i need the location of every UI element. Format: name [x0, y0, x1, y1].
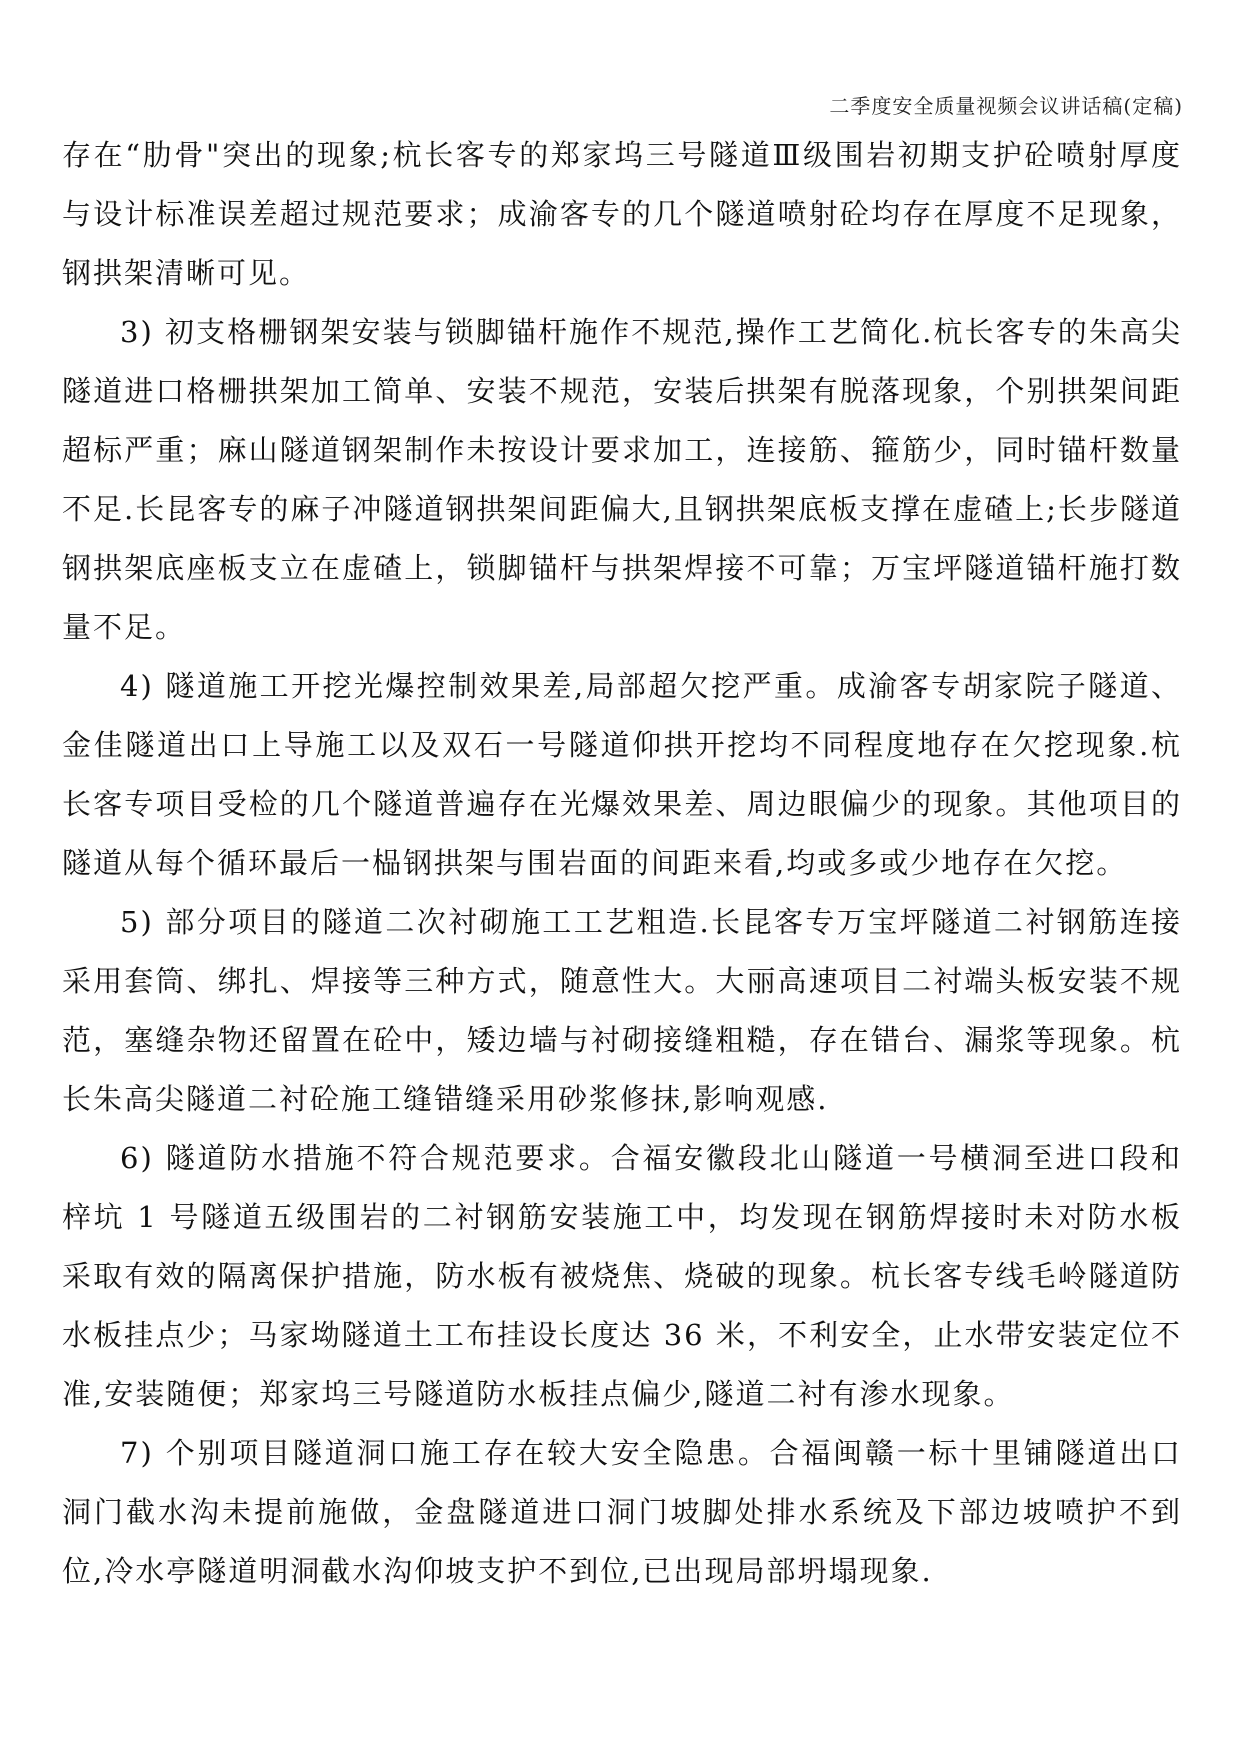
paragraph-item-3: 3) 初支格栅钢架安装与锁脚锚杆施作不规范,操作工艺简化.杭长客专的朱高尖隧道进口格栅拱架加工简单、安装不规范，安装后拱架有脱落现象，个别拱架间距超标严重；麻山隧道钢架制作未按设计要求加工，连接筋、箍筋少，同时锚杆数量不足.长昆客专的麻子冲隧道钢拱架间距偏大,且钢拱架底板支撑在虚碴上;长步隧道钢拱架底座板支立在虚碴上，锁脚锚杆与拱架焊接不可靠；万宝坪隧道锚杆施打数量不足。 [62, 315, 1182, 644]
paragraph-item-5: 5) 部分项目的隧道二次衬砌施工工艺粗造.长昆客专万宝坪隧道二衬钢筋连接采用套筒、绑扎、焊接等三种方式，随意性大。大丽高速项目二衬端头板安装不规范，塞缝杂物还留置在砼中，矮边墙与衬砌接缝粗糙，存在错台、漏浆等现象。杭长朱高尖隧道二衬砼施工缝错缝采用砂浆修抹,影响观感. [62, 905, 1182, 1116]
document-body [62, 126, 1182, 1601]
running-header-title: 二季度安全质量视频会议讲话稿(定稿) [829, 94, 1183, 118]
paragraph-item-7: 7) 个别项目隧道洞口施工存在较大安全隐患。合福闽赣一标十里铺隧道出口洞门截水沟未提前施做，金盘隧道进口洞门坡脚处排水系统及下部边坡喷护不到位,冷水亭隧道明洞截水沟仰坡支护不到位,已出现局部坍塌现象. [62, 1436, 1182, 1588]
paragraph-continued: 存在“肋骨"突出的现象;杭长客专的郑家坞三号隧道Ⅲ级围岩初期支护砼喷射厚度与设计标准误差超过规范要求；成渝客专的几个隧道喷射砼均存在厚度不足现象，钢拱架清晰可见。 [62, 138, 1182, 290]
paragraph-item-4: 4) 隧道施工开挖光爆控制效果差,局部超欠挖严重。成渝客专胡家院子隧道、金佳隧道出口上导施工以及双石一号隧道仰拱开挖均不同程度地存在欠挖现象.杭长客专项目受检的几个隧道普遍存在光爆效果差、周边眼偏少的现象。其他项目的隧道从每个循环最后一榀钢拱架与围岩面的间距来看,均或多或少地存在欠挖。 [62, 669, 1182, 880]
paragraph-item-6: 6) 隧道防水措施不符合规范要求。合福安徽段北山隧道一号横洞至进口段和梓坑 1 号隧道五级围岩的二衬钢筋安装施工中，均发现在钢筋焊接时未对防水板采取有效的隔离保护措施，防水板有被烧焦、烧破的现象。杭长客专线毛岭隧道防水板挂点少；马家坳隧道土工布挂设长度达 36 米，不利安全，止水带安装定位不准,安装随便；郑家坞三号隧道防水板挂点偏少,隧道二衬有渗水现象。 [62, 1141, 1182, 1411]
